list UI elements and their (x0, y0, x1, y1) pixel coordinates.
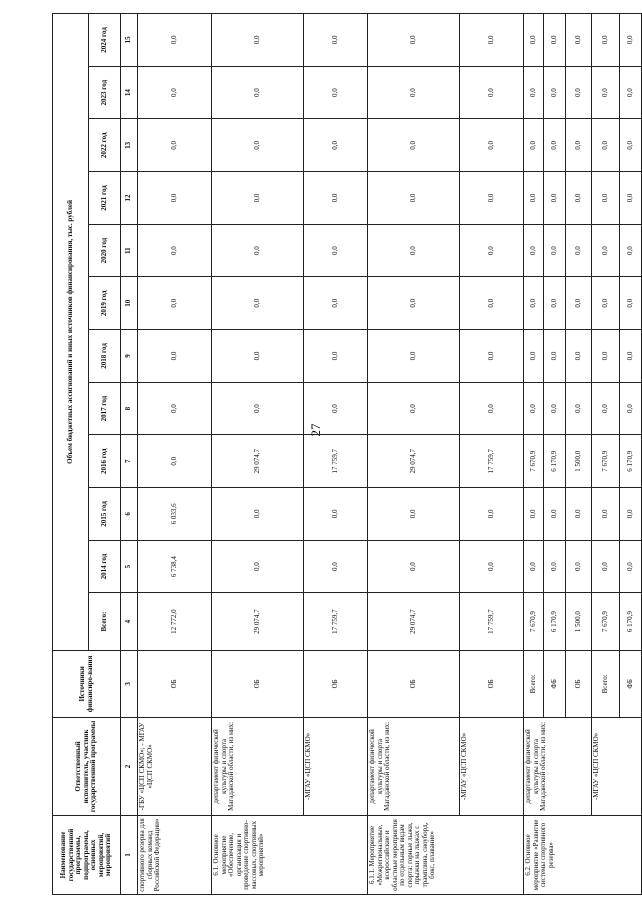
program-name: спортивного резерва для сборных команд Российской Федерации» (138, 816, 212, 895)
year-value-cell: 0,0 (212, 119, 304, 172)
column-index: 13 (121, 119, 138, 172)
year-value-cell: 0,0 (544, 277, 566, 330)
year-value-cell: 0,0 (566, 119, 592, 172)
table-row (368, 14, 460, 895)
year-value-cell: 0,0 (592, 330, 620, 383)
year-value-cell: 0,0 (566, 14, 592, 67)
total-value-cell: 7 670,9 (524, 593, 544, 650)
source-cell: Всего: (592, 650, 620, 717)
year-value-cell: 0,0 (368, 66, 460, 119)
year-value-cell: 7 670,9 (524, 435, 544, 488)
year-value-cell: 0,0 (212, 330, 304, 383)
executor-cell: -МГАУ «ЦСП СКМО» (460, 717, 524, 815)
year-value-cell: 0,0 (524, 66, 544, 119)
year-value-cell: 7 670,9 (592, 435, 620, 488)
year-value-cell: 0,0 (566, 172, 592, 225)
executor-cell: департамент физической культуры и спорта Магаданской области, из них: (212, 717, 304, 815)
year-value-cell: 0,0 (566, 382, 592, 435)
total-value-cell: 6 170,9 (544, 593, 566, 650)
column-index: 11 (121, 224, 138, 277)
column-index: 7 (121, 435, 138, 488)
source-cell: ОБ (304, 650, 368, 717)
year-value-cell: 0,0 (368, 488, 460, 541)
year-value-cell: 17 759,7 (304, 435, 368, 488)
year-value-cell: 0,0 (592, 172, 620, 225)
year-value-cell: 0,0 (592, 277, 620, 330)
year-value-cell: 0,0 (138, 330, 212, 383)
source-cell: ОБ (212, 650, 304, 717)
year-value-cell: 0,0 (212, 172, 304, 225)
year-value-cell: 0,0 (304, 66, 368, 119)
year-value-cell: 0,0 (544, 224, 566, 277)
table-row (460, 14, 524, 895)
financing-table (52, 13, 642, 895)
year-value-cell: 0,0 (368, 14, 460, 67)
year-value-cell: 0,0 (524, 14, 544, 67)
year-value-cell: 0,0 (304, 382, 368, 435)
year-value-cell: 0,0 (620, 382, 642, 435)
year-value-cell: 29 074,7 (368, 435, 460, 488)
column-index: 1 (121, 816, 138, 895)
year-value-cell: 0,0 (460, 382, 524, 435)
year-value-cell: 0,0 (544, 488, 566, 541)
year-value-cell: 0,0 (592, 224, 620, 277)
header-year: 2018 год (89, 330, 121, 383)
column-index: 5 (121, 540, 138, 593)
header-year: 2014 год (89, 540, 121, 593)
header-year: 2021 год (89, 172, 121, 225)
year-value-cell: 0,0 (620, 66, 642, 119)
year-value-cell: 0,0 (304, 540, 368, 593)
year-value-cell: 0,0 (592, 382, 620, 435)
year-value-cell: 6 033,6 (138, 488, 212, 541)
year-value-cell: 0,0 (592, 540, 620, 593)
year-value-cell: 0,0 (620, 172, 642, 225)
year-value-cell: 0,0 (460, 277, 524, 330)
header-executor: Ответственный исполнитель, участник государственной программы (53, 717, 121, 815)
year-value-cell: 0,0 (460, 119, 524, 172)
year-value-cell: 0,0 (368, 172, 460, 225)
column-index: 4 (121, 593, 138, 650)
year-value-cell: 0,0 (138, 277, 212, 330)
total-value-cell: 12 772,0 (138, 593, 212, 650)
year-value-cell: 0,0 (138, 14, 212, 67)
column-index: 2 (121, 717, 138, 815)
year-value-cell: 0,0 (592, 119, 620, 172)
year-value-cell: 0,0 (592, 14, 620, 67)
year-value-cell: 0,0 (620, 488, 642, 541)
table-row (524, 14, 544, 895)
year-value-cell: 0,0 (544, 66, 566, 119)
year-value-cell: 0,0 (544, 382, 566, 435)
year-value-cell: 0,0 (368, 540, 460, 593)
source-cell: ОБ (460, 650, 524, 717)
year-value-cell: 0,0 (620, 330, 642, 383)
year-value-cell: 0,0 (544, 540, 566, 593)
source-cell: ФБ (620, 650, 642, 717)
source-cell: ФБ (544, 650, 566, 717)
year-value-cell: 0,0 (592, 66, 620, 119)
year-value-cell: 0,0 (138, 224, 212, 277)
table-row (138, 14, 212, 895)
program-name: 6.1.1. Мероприятие «Межрегиональные, всероссийские и областные мероприятия по отдельным видам спорта: горные лыжи, прыжки на лыжах с трамплина, сноуборд, бокс, плавание» (368, 816, 524, 895)
year-value-cell: 0,0 (566, 540, 592, 593)
total-value-cell: 29 074,7 (212, 593, 304, 650)
column-index: 8 (121, 382, 138, 435)
year-value-cell: 0,0 (620, 224, 642, 277)
source-cell: Всего: (524, 650, 544, 717)
year-value-cell: 0,0 (544, 330, 566, 383)
executor-cell: -ГБУ «ЦСП СКМО»; - МГАУ «ЦСП СКМО» (138, 717, 212, 815)
year-value-cell: 0,0 (566, 66, 592, 119)
column-index: 12 (121, 172, 138, 225)
year-value-cell: 0,0 (524, 277, 544, 330)
year-value-cell: 0,0 (524, 330, 544, 383)
column-index: 3 (121, 650, 138, 717)
year-value-cell: 0,0 (524, 172, 544, 225)
year-value-cell: 0,0 (368, 119, 460, 172)
table-row (212, 14, 304, 895)
year-value-cell: 0,0 (544, 119, 566, 172)
year-value-cell: 0,0 (368, 382, 460, 435)
program-name: 6.1. Основное мероприятие «Обеспечение, организация и проведение спортивно-массовых, спортивных мероприятий» (212, 816, 368, 895)
executor-cell: -МГАУ «ЦСП СКМО» (592, 717, 642, 815)
year-value-cell: 0,0 (524, 488, 544, 541)
column-index: 6 (121, 488, 138, 541)
header-year: 2020 год (89, 224, 121, 277)
year-value-cell: 0,0 (620, 540, 642, 593)
total-value-cell: 29 074,7 (368, 593, 460, 650)
total-value-cell: 17 759,7 (460, 593, 524, 650)
table-row (304, 14, 368, 895)
year-value-cell: 0,0 (460, 224, 524, 277)
year-value-cell: 0,0 (460, 14, 524, 67)
year-value-cell: 0,0 (138, 382, 212, 435)
year-value-cell: 0,0 (524, 224, 544, 277)
year-value-cell: 0,0 (212, 382, 304, 435)
executor-cell: -МГАУ «ЦСП СКМО» (304, 717, 368, 815)
year-value-cell: 0,0 (544, 14, 566, 67)
year-value-cell: 0,0 (620, 14, 642, 67)
header-year: 2016 год (89, 435, 121, 488)
source-cell: ОБ (566, 650, 592, 717)
year-value-cell: 0,0 (566, 224, 592, 277)
year-value-cell: 0,0 (368, 224, 460, 277)
column-index: 9 (121, 330, 138, 383)
year-value-cell: 0,0 (368, 330, 460, 383)
year-value-cell: 1 500,0 (566, 435, 592, 488)
year-value-cell: 0,0 (212, 540, 304, 593)
year-value-cell: 0,0 (460, 540, 524, 593)
year-value-cell: 0,0 (304, 277, 368, 330)
year-value-cell: 0,0 (138, 66, 212, 119)
year-value-cell: 6 170,9 (544, 435, 566, 488)
total-value-cell: 1 500,0 (566, 593, 592, 650)
year-value-cell: 0,0 (620, 119, 642, 172)
year-value-cell: 0,0 (460, 488, 524, 541)
year-value-cell: 0,0 (304, 119, 368, 172)
year-value-cell: 0,0 (212, 277, 304, 330)
page-number: 27 (308, 423, 323, 437)
total-value-cell: 17 759,7 (304, 593, 368, 650)
year-value-cell: 0,0 (592, 488, 620, 541)
year-value-cell: 0,0 (524, 540, 544, 593)
year-value-cell: 0,0 (304, 224, 368, 277)
year-value-cell: 0,0 (304, 330, 368, 383)
year-value-cell: 6 738,4 (138, 540, 212, 593)
executor-cell: департамент физической культуры и спорта Магаданской области, из них: (368, 717, 460, 815)
year-value-cell: 0,0 (212, 224, 304, 277)
table-viewport (52, 13, 634, 895)
header-total: Всего: (89, 593, 121, 650)
year-value-cell: 0,0 (566, 488, 592, 541)
year-value-cell: 0,0 (138, 435, 212, 488)
year-value-cell: 0,0 (304, 172, 368, 225)
header-year: 2023 год (89, 66, 121, 119)
column-index: 10 (121, 277, 138, 330)
year-value-cell: 6 170,9 (620, 435, 642, 488)
header-financing-group: Объем бюджетных ассигнований и иных источников финансирования, тыс. рублей (53, 14, 89, 651)
year-value-cell: 0,0 (544, 172, 566, 225)
program-name: 6.2. Основное мероприятие «Развитие системы спортивного резерва» (524, 816, 642, 895)
year-value-cell: 0,0 (212, 488, 304, 541)
year-value-cell: 0,0 (460, 172, 524, 225)
header-year: 2022 год (89, 119, 121, 172)
source-cell: ОБ (138, 650, 212, 717)
total-value-cell: 6 170,9 (620, 593, 642, 650)
header-name: Наименование государственной программы, подпрограммы, основных мероприятий, мероприятий (53, 816, 121, 895)
year-value-cell: 0,0 (620, 277, 642, 330)
year-value-cell: 0,0 (524, 119, 544, 172)
column-index: 15 (121, 14, 138, 67)
year-value-cell: 0,0 (524, 382, 544, 435)
column-index: 14 (121, 66, 138, 119)
executor-cell: департамент физической культуры и спорта Магаданской области, из них: (524, 717, 592, 815)
total-value-cell: 7 670,9 (592, 593, 620, 650)
year-value-cell: 0,0 (304, 488, 368, 541)
year-value-cell: 0,0 (212, 66, 304, 119)
header-year: 2024 год (89, 14, 121, 67)
source-cell: ОБ (368, 650, 460, 717)
year-value-cell: 0,0 (460, 330, 524, 383)
year-value-cell: 0,0 (304, 14, 368, 67)
year-value-cell: 0,0 (138, 119, 212, 172)
year-value-cell: 0,0 (368, 277, 460, 330)
year-value-cell: 29 074,7 (212, 435, 304, 488)
year-value-cell: 0,0 (566, 277, 592, 330)
header-year: 2017 год (89, 382, 121, 435)
header-year: 2019 год (89, 277, 121, 330)
year-value-cell: 0,0 (566, 330, 592, 383)
year-value-cell: 0,0 (212, 14, 304, 67)
year-value-cell: 17 759,7 (460, 435, 524, 488)
header-source: Источники финансиро-вания (53, 650, 121, 717)
year-value-cell: 0,0 (138, 172, 212, 225)
header-year: 2015 год (89, 488, 121, 541)
table-row (592, 14, 620, 895)
year-value-cell: 0,0 (460, 66, 524, 119)
